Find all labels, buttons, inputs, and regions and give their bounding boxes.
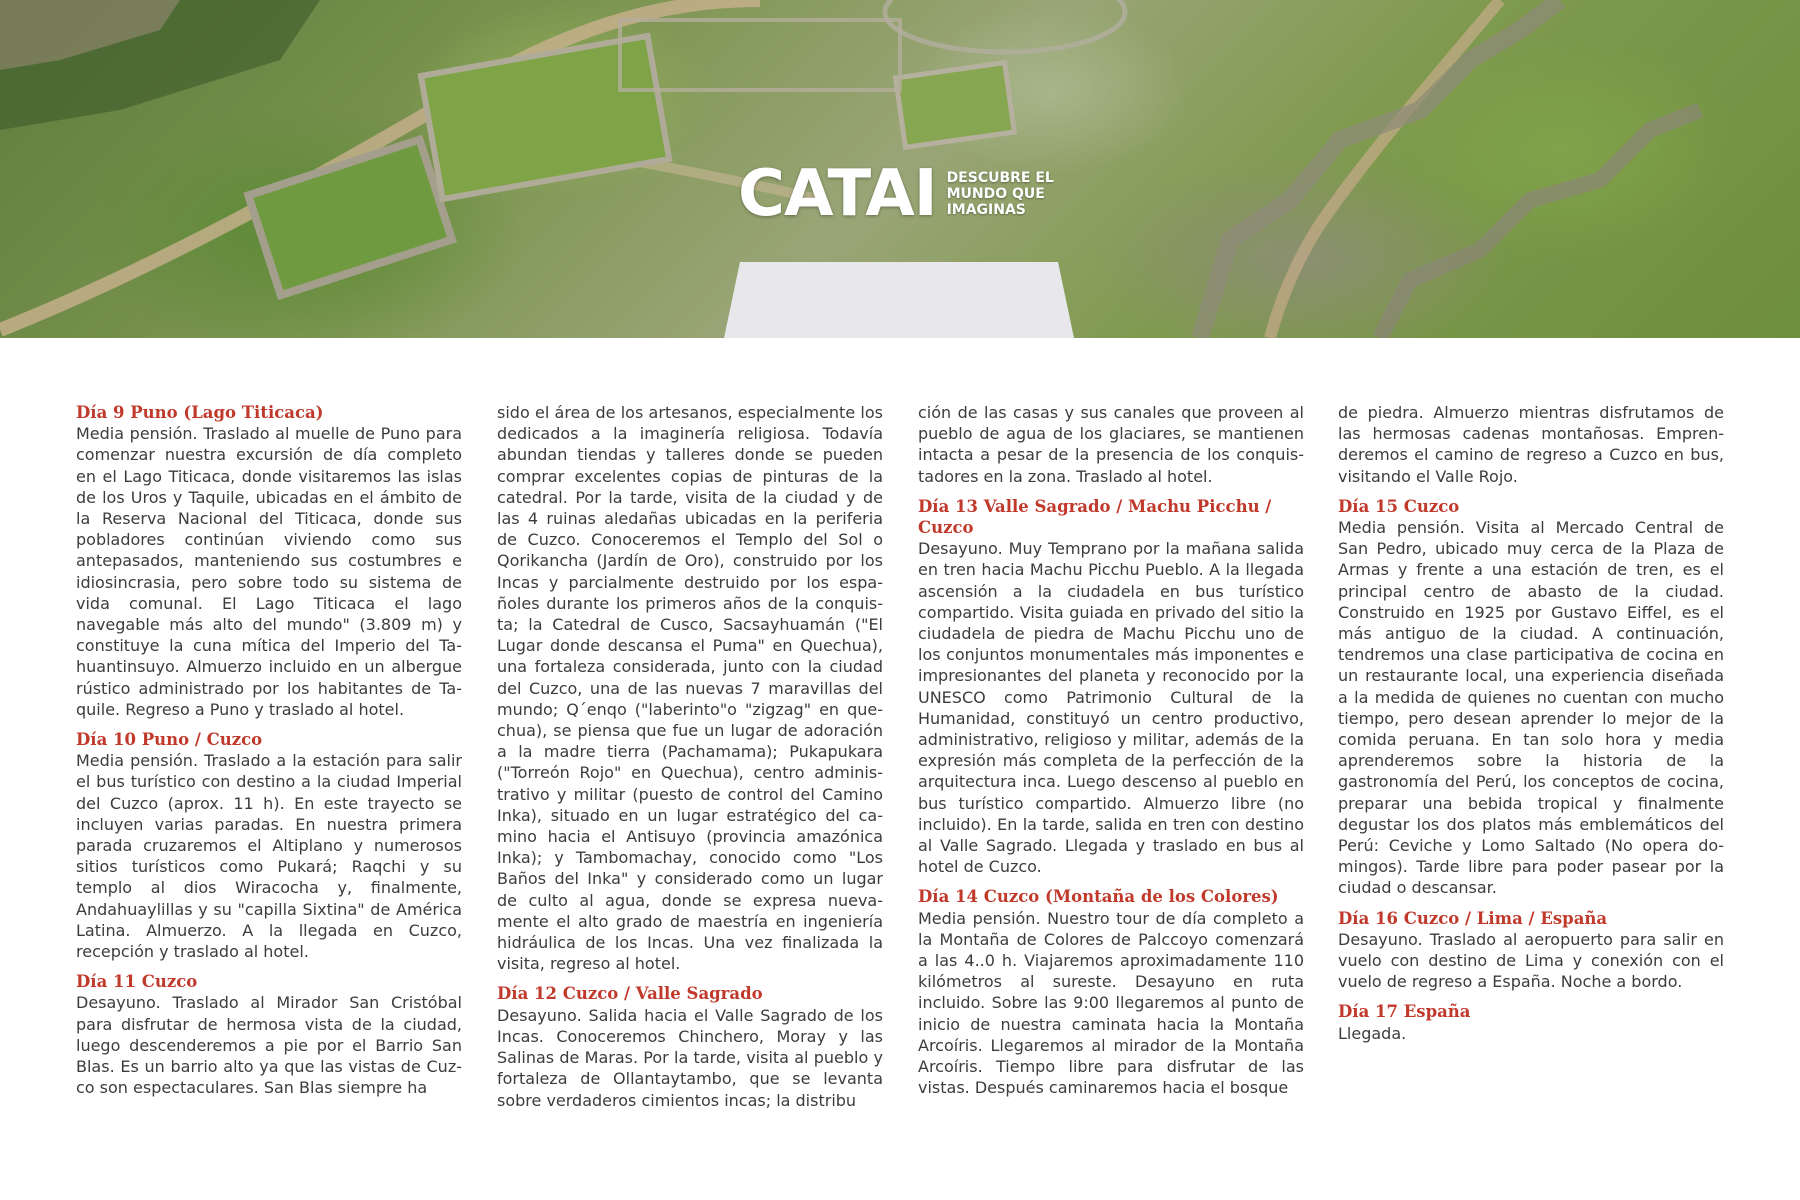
catai-logo xyxy=(738,157,1054,231)
day-description: Desayuno. Salida hacia el Valle Sagrado de los Incas. Conoceremos Chinchero, Moray y las Salinas de Maras. Por la tarde, visita al pueblo y fortaleza de Ollantaytambo, que se levanta sobre verdaderos cimientos incas; la distribu xyxy=(497,1005,883,1110)
header-tab-shape xyxy=(724,262,1074,338)
day-description: Media pensión. Visita al Mercado Central de San Pedro, ubicado muy cerca de la Plaza de Armas y frente a una estación de tren, es el principal centro de abasto de la ciudad. Construido en 1925 por Gustavo Eiffel, es el más antiguo de la ciudad. A continuación, tendremos una clase participativa de cocina en un restaurante local, una experiencia diseñada a la medida de quienes no cuentan con mucho tiempo, pero desean aprender lo mejor de la comida peruana. En tan solo hora y media aprenderemos sobre la historia de la gastronomía del Perú, los conceptos de cocina, preparar una bebida tropical y finalmente degustar los dos platos más emblemáticos del Perú: Ceviche y Lomo Saltado (No opera domingos). Tarde libre para poder pasear por la ciudad o descansar. xyxy=(1338,518,1724,898)
itinerary-day xyxy=(1338,496,1724,899)
tagline-line: IMAGINAS xyxy=(946,202,1026,218)
itinerary-column-4 xyxy=(1338,402,1724,1053)
continued-text: ción de las casas y sus canales que proveen al pueblo de agua de los glaciares, se mantienen intacta a pesar de la presencia de los conquistadores en la zona. Traslado al hotel. xyxy=(918,403,1304,486)
day-description: Media pensión. Traslado al muelle de Puno para comenzar nuestra excursión de día completo en el Lago Titicaca, donde visitaremos las islas de los Uros y Taquile, ubicadas en el ámbito de la Reserva Nacional del Titicaca, donde sus pobladores continúan viviendo como sus antepasados, manteniendo sus costumbres e idiosincrasia, pero sobre todo su sistema de vida comunal. El Lago Titicaca el lago navegable más alto del mundo" (3.809 m) y constituye la cuna mítica del Imperio del Tahuantinsuyo. Almuerzo incluido en un albergue rústico administrado por los habitantes de Taquile. Regreso a Puno y traslado al hotel. xyxy=(76,424,462,719)
day-description: Llegada. xyxy=(1338,1023,1407,1043)
day-title: Día 13 Valle Sagrado / Machu Picchu / Cuzco xyxy=(918,496,1272,538)
day-title: Día 16 Cuzco / Lima / España xyxy=(1338,908,1608,928)
itinerary-column-2 xyxy=(497,402,883,1120)
itinerary-day xyxy=(76,402,462,720)
itinerary-day xyxy=(76,729,462,962)
itinerary-day xyxy=(1338,1001,1724,1043)
itinerary-continuation xyxy=(918,402,1304,487)
itinerary-column-3 xyxy=(918,402,1304,1108)
day-description: Media pensión. Traslado a la estación para salir el bus turístico con destino a la ciudad Imperial del Cuzco (aprox. 11 h). En este trayecto se incluyen varias paradas. En nuestra primera parada cruzaremos el Altiplano y numerosos sitios turísticos como Pukará; Raqchi y su templo al dios Wiracocha y, finalmente, Andahuaylillas y su "capilla Sixtina" de América Latina. Almuerzo. A la llegada en Cuzco, recepción y traslado al hotel. xyxy=(76,751,462,962)
day-description: Desayuno. Traslado al aeropuerto para salir en vuelo con destino de Lima y conexión con el vuelo de regreso a España. Noche a bordo. xyxy=(1338,929,1724,992)
day-description: Media pensión. Nuestro tour de día completo a la Montaña de Colores de Palccoyo comenzará a las 4..0 h. Viajaremos aproximadamente 110 kilómetros al sureste. Desayuno en ruta incluido. Sobre las 9:00 llegaremos al punto de inicio de nuestra caminata hacia la Montaña Arcoíris. Llegaremos al mirador de la Montaña Arcoíris. Tiempo libre para disfrutar de las vistas. Después caminaremos hacia el bosque xyxy=(918,908,1304,1098)
day-title: Día 14 Cuzco (Montaña de los Colores) xyxy=(918,887,1279,907)
day-description: Desayuno. Traslado al Mirador San Cristóbal para disfrutar de hermosa vista de la ciudad, luego descenderemos a pie por el Barrio San Blas. Es un barrio alto ya que las vistas de Cuzco son espectaculares. San Blas siempre ha xyxy=(76,993,462,1098)
tagline-line: MUNDO QUE xyxy=(946,186,1045,202)
itinerary-day xyxy=(497,983,883,1110)
itinerary-day xyxy=(918,886,1304,1098)
day-title: Día 11 Cuzco xyxy=(76,972,198,992)
continued-text: sido el área de los artesanos, especialmente los dedicados a la imaginería religiosa. Todavía abundan tiendas y talleres donde se pueden comprar excelentes copias de pinturas de la catedral. Por la tarde, visita de la ciudad y de las 4 ruinas aledañas ubicadas en la periferia de Cuzco. Conoceremos el Templo del Sol o Qorikancha (Jardín de Oro), construido por los Incas y parcialmente destruido por los españoles durante los primeros años de la conquista; la Catedral de Cusco, Sacsayhuamán ("El Lugar donde descansa el Puma" en Quechua), una fortaleza considerada, junto con la ciudad del Cuzco, una de las nuevas 7 maravillas del mundo; Q´enqo ("laberinto"o "zigzag" en quechua), se piensa que fue un lugar de adoración a la madre tierra (Pachamama); Pukapukara ("Torreón Rojo" en Quechua), centro administrativo y militar (puesto de control del Camino Inka), situado en un lugar estratégico del camino hacia el Antisuyo (provincia amazónica Inka); y Tambomachay, conocido como "Los Baños del Inka" y considerado como un lugar de culto al agua, donde se expresa nuevamente el alto grado de maestría en ingeniería hidráulica de los Incas. Una vez finalizada la visita, regreso al hotel. xyxy=(497,403,883,974)
itinerary-day xyxy=(76,971,462,1098)
logo-wordmark: CATAI xyxy=(738,157,937,231)
day-description: Desayuno. Muy Temprano por la mañana salida en tren hacia Machu Picchu Pueblo. A la llegada ascensión a la ciudadela en bus turístico compartido. Visita guiada en privado del sitio la ciudadela de piedra de Machu Picchu uno de los conjuntos monumentales más imponentes e impresionantes del planeta y reconocido por la UNESCO como Patrimonio Cultural de la Humanidad, constituyó un centro productivo, administrativo, religioso y militar, además de la expresión más completa de la perfección de la arquitectura inca. Luego descenso al pueblo en bus turístico compartido. Almuerzo libre (no incluido). En la tarde, salida en tren con destino al Valle Sagrado. Llegada y traslado en bus al hotel de Cuzco. xyxy=(918,539,1304,877)
day-title: Día 9 Puno (Lago Titicaca) xyxy=(76,403,324,422)
itinerary-continuation xyxy=(497,402,883,974)
itinerary-column-1 xyxy=(76,402,462,1108)
itinerary-continuation xyxy=(1338,402,1724,487)
hero-photo-banner xyxy=(0,0,1800,338)
itinerary-day xyxy=(918,496,1304,878)
day-title: Día 10 Puno / Cuzco xyxy=(76,730,263,750)
day-title: Día 15 Cuzco xyxy=(1338,496,1460,516)
continued-text: de piedra. Almuerzo mientras disfrutamos de las hermosas cadenas montañosas. Emprenderemos el camino de regreso a Cuzco en bus, visitando el Valle Rojo. xyxy=(1338,403,1724,486)
tagline-line: DESCUBRE EL xyxy=(946,170,1054,186)
itinerary-day xyxy=(1338,908,1724,993)
logo-tagline xyxy=(947,170,1054,218)
day-title: Día 17 España xyxy=(1338,1002,1471,1022)
day-title: Día 12 Cuzco / Valle Sagrado xyxy=(497,984,763,1004)
